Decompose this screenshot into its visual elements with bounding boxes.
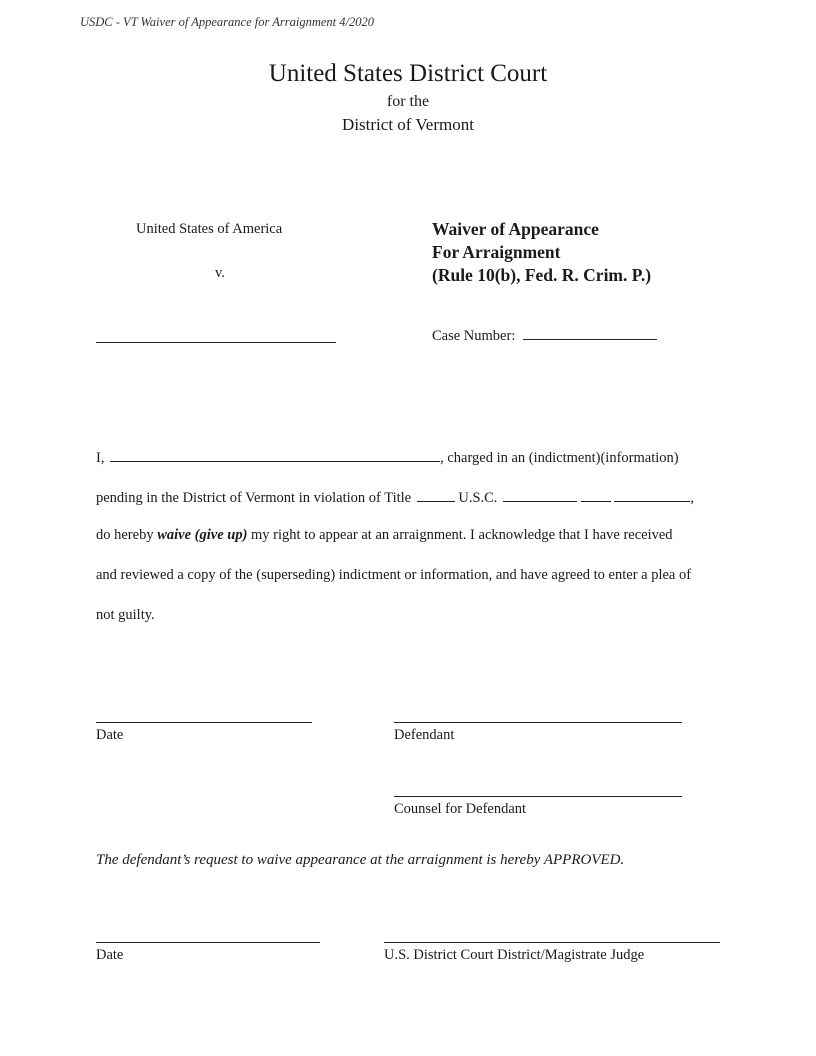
waiver-title-line-1: Waiver of Appearance xyxy=(432,219,599,239)
body-line-2 xyxy=(96,487,694,507)
body-line-5: not guilty. xyxy=(96,607,155,623)
title-number-field[interactable] xyxy=(417,487,455,502)
body-line-2-end: , xyxy=(690,490,694,506)
court-title: United States District Court xyxy=(268,60,548,87)
waiver-title-line-2: For Arraignment xyxy=(432,242,561,262)
approval-statement: The defendant’s request to waive appearance at the arraignment is hereby APPROVED. xyxy=(96,852,625,868)
court-district: District of Vermont xyxy=(342,115,474,134)
body-line-1-start: I, xyxy=(96,450,105,466)
date-label: Date xyxy=(96,727,124,743)
plaintiff-name: United States of America xyxy=(136,221,283,237)
body-line-2-start: pending in the District of Vermont in violation of Title xyxy=(96,490,412,506)
defendant-name-field[interactable] xyxy=(96,342,336,343)
body-line-3 xyxy=(96,527,673,544)
approval-date-line[interactable] xyxy=(96,942,320,943)
form-identifier: USDC - VT Waiver of Appearance for Arraignment 4/2020 xyxy=(80,15,374,29)
body-line-3-start: do hereby xyxy=(96,527,154,543)
usc-section-field[interactable] xyxy=(503,487,577,502)
body-line-3-end: my right to appear at an arraignment. I acknowledge that I have received xyxy=(251,527,673,543)
approval-date-label: Date xyxy=(96,947,124,963)
body-line-1-end: , charged in an (indictment)(information) xyxy=(440,450,679,466)
body-line-1 xyxy=(96,447,679,467)
usc-subsection-field[interactable] xyxy=(581,487,611,502)
waiver-title-line-3: (Rule 10(b), Fed. R. Crim. P.) xyxy=(432,265,652,285)
judge-signature-line[interactable] xyxy=(384,942,720,943)
defendant-name-blank[interactable] xyxy=(110,447,440,462)
waive-emphasis: waive (give up) xyxy=(157,527,248,543)
case-number-label: Case Number: xyxy=(432,328,516,344)
case-number-field[interactable] xyxy=(523,325,657,340)
body-line-4: and reviewed a copy of the (superseding) indictment or information, and have agreed to enter a plea of xyxy=(96,567,692,583)
court-for-the: for the xyxy=(386,93,430,110)
usc-extra-field[interactable] xyxy=(614,487,690,502)
counsel-signature-line[interactable] xyxy=(394,796,682,797)
defendant-label: Defendant xyxy=(394,727,455,743)
defendant-signature-line[interactable] xyxy=(394,722,682,723)
usc-label: U.S.C. xyxy=(458,490,498,506)
date-signature-line[interactable] xyxy=(96,722,312,723)
waiver-title xyxy=(432,218,651,287)
versus-label: v. xyxy=(215,265,225,281)
case-number-row xyxy=(432,325,657,345)
counsel-label: Counsel for Defendant xyxy=(394,801,527,817)
judge-label: U.S. District Court District/Magistrate Judge xyxy=(384,947,645,963)
